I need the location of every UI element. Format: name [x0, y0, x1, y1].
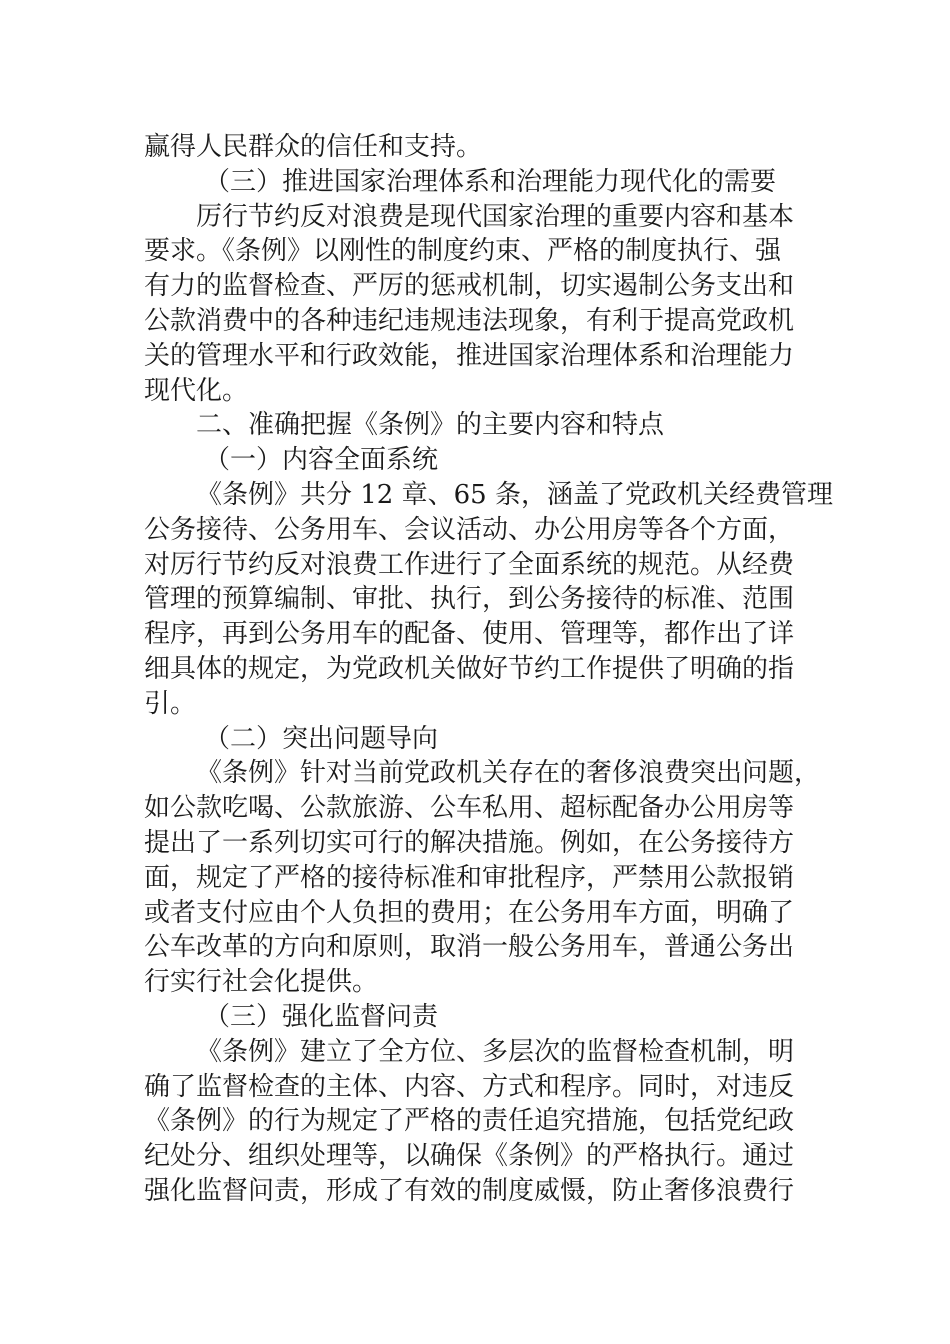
text-line: 行实行社会化提供。 — [144, 967, 379, 998]
text-line: 《条例》共分 12 章、65 条，涵盖了党政机关经费管理 — [196, 479, 833, 510]
text-line: 要求。《条例》以刚性的制度约束、严格的制度执行、强 — [144, 236, 782, 267]
text-line: 如公款吃喝、公款旅游、公车私用、超标配备办公用房等 — [144, 793, 795, 824]
text-line: 提出了一系列切实可行的解决措施。例如，在公务接待方 — [144, 827, 795, 858]
text-line: 有力的监督检查、严厉的惩戒机制，切实遏制公务支出和 — [144, 271, 795, 302]
text-line: 公车改革的方向和原则，取消一般公务用车，普通公务出 — [144, 932, 795, 963]
text-line: 细具体的规定，为党政机关做好节约工作提供了明确的指 — [144, 653, 795, 684]
text-line: 二、准确把握《条例》的主要内容和特点 — [196, 410, 665, 441]
text-line: 现代化。 — [144, 375, 249, 406]
text-line: 或者支付应由个人负担的费用；在公务用车方面，明确了 — [144, 897, 795, 928]
text-line: 厉行节约反对浪费是现代国家治理的重要内容和基本 — [196, 201, 795, 232]
text-line: 引。 — [144, 688, 197, 719]
text-line: 强化监督问责，形成了有效的制度威慑，防止奢侈浪费行 — [144, 1175, 795, 1206]
text-line: 面，规定了严格的接待标准和审批程序，严禁用公款报销 — [144, 862, 795, 893]
text-line: 关的管理水平和行政效能，推进国家治理体系和治理能力 — [144, 340, 795, 371]
text-line: 《条例》针对当前党政机关存在的奢侈浪费突出问题， — [196, 758, 821, 789]
text-line: 赢得人民群众的信任和支持。 — [144, 132, 483, 162]
text-line: 管理的预算编制、审批、执行，到公务接待的标准、范围 — [144, 584, 795, 615]
text-line: 纪处分、组织处理等，以确保《条例》的严格执行。通过 — [144, 1141, 795, 1172]
text-line: 确了监督检查的主体、内容、方式和程序。同时，对违反 — [144, 1071, 795, 1102]
text-line: 公款消费中的各种违纪违规违法现象，有利于提高党政机 — [144, 305, 795, 336]
text-line: （三）强化监督问责 — [204, 1001, 439, 1032]
text-line: 对厉行节约反对浪费工作进行了全面系统的规范。从经费 — [144, 549, 795, 580]
document-body-text — [144, 130, 844, 1209]
text-line: 《条例》建立了全方位、多层次的监督检查机制，明 — [196, 1036, 795, 1067]
text-line: （一）内容全面系统 — [204, 445, 439, 476]
text-line: （二）突出问题导向 — [204, 723, 439, 754]
text-line: （三）推进国家治理体系和治理能力现代化的需要 — [204, 166, 777, 197]
text-line: 程序，再到公务用车的配备、使用、管理等，都作出了详 — [144, 619, 795, 650]
text-line: 《条例》的行为规定了严格的责任追究措施，包括党纪政 — [144, 1106, 795, 1137]
text-line: 公务接待、公务用车、会议活动、办公用房等各个方面， — [144, 514, 795, 545]
